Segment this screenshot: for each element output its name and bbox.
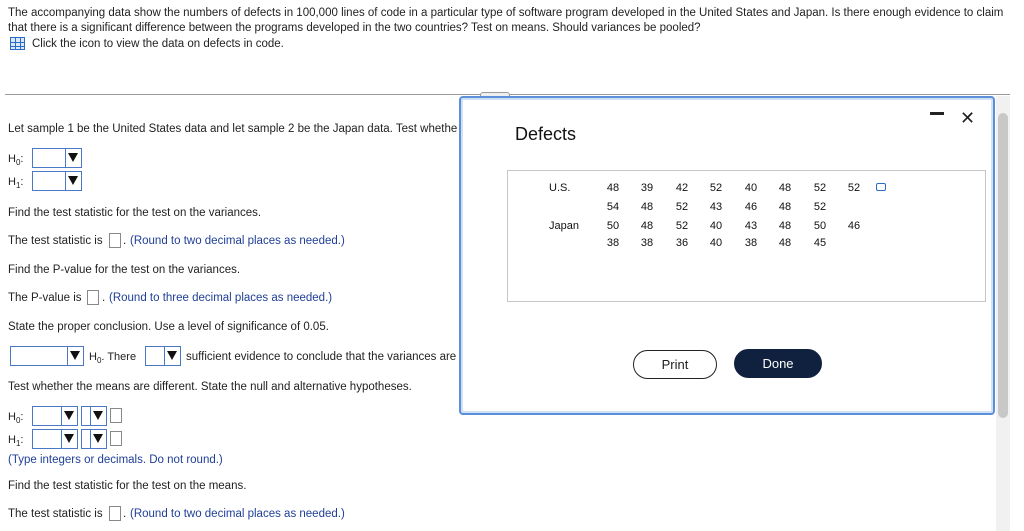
test-means-prompt: Test whether the means are different. State the null and alternative hypotheses. xyxy=(8,381,412,393)
table-cell: 48 xyxy=(640,220,654,232)
colon: : xyxy=(20,153,24,165)
table-cell: 38 xyxy=(640,237,654,249)
table-cell: 48 xyxy=(778,237,792,249)
dropdown-arrow-icon xyxy=(93,434,103,443)
h0-means-label xyxy=(8,411,23,425)
round-two-hint: (Round to two decimal places as needed.) xyxy=(130,235,345,247)
h-letter: H xyxy=(8,434,16,446)
dropdown-separator xyxy=(164,347,165,365)
scrollbar-thumb[interactable] xyxy=(998,113,1008,418)
find-stat-variances: Find the test statistic for the test on the variances. xyxy=(8,207,262,219)
table-cell: 43 xyxy=(709,201,723,213)
table-cell: 52 xyxy=(675,220,689,232)
colon: : xyxy=(20,434,24,446)
dialog-title: Defects xyxy=(515,124,577,144)
h0-label xyxy=(8,153,23,167)
table-cell: 48 xyxy=(778,220,792,232)
dropdown-separator xyxy=(65,172,66,190)
means-stat-input[interactable] xyxy=(109,506,121,521)
row-label-us: U.S. xyxy=(549,182,571,194)
h0-means-param-dropdown[interactable] xyxy=(32,406,78,426)
table-cell: 52 xyxy=(709,182,723,194)
h-letter: H xyxy=(89,351,97,363)
colon: : xyxy=(20,176,24,188)
dropdown-arrow-icon xyxy=(68,153,78,162)
period: . xyxy=(123,508,127,520)
table-cell: 48 xyxy=(640,201,654,213)
table-cell: 42 xyxy=(675,182,689,194)
h1-variance-dropdown[interactable] xyxy=(32,171,82,191)
h0-inline xyxy=(89,351,136,365)
table-cell: 46 xyxy=(847,220,861,232)
table-cell: 40 xyxy=(709,237,723,249)
table-cell: 48 xyxy=(778,201,792,213)
done-button[interactable]: Done xyxy=(734,349,822,378)
table-cell: 54 xyxy=(606,201,620,213)
table-cell: 43 xyxy=(744,220,758,232)
table-cell: 38 xyxy=(744,237,758,249)
h-letter: H xyxy=(8,411,16,423)
sufficient-text: sufficient evidence to conclude that the variances are xyxy=(186,351,457,363)
period: . xyxy=(123,235,127,247)
reject-dropdown[interactable] xyxy=(10,346,84,366)
h-subscript: 1 xyxy=(15,439,21,449)
dropdown-separator xyxy=(90,407,91,425)
h-letter: H xyxy=(8,153,16,165)
is-isnot-dropdown[interactable] xyxy=(145,346,181,366)
find-p-value: Find the P-value for the test on the variances. xyxy=(8,264,241,276)
dropdown-arrow-icon xyxy=(167,351,177,360)
dropdown-arrow-icon xyxy=(70,351,80,360)
table-cell: 40 xyxy=(744,182,758,194)
table-cell: 38 xyxy=(606,237,620,249)
minimize-icon[interactable] xyxy=(930,112,944,115)
table-cell: 50 xyxy=(606,220,620,232)
h1-means-label xyxy=(8,434,23,448)
data-link-text[interactable]: Click the icon to view the data on defects in code. xyxy=(32,37,284,50)
dropdown-separator xyxy=(61,407,62,425)
h-subscript: 1 xyxy=(15,181,21,191)
type-integers-hint: (Type integers or decimals. Do not round.) xyxy=(8,454,223,466)
means-stat-label: The test statistic is xyxy=(8,508,103,520)
conclusion-prompt: State the proper conclusion. Use a level of significance of 0.05. xyxy=(8,321,329,333)
table-cell: 39 xyxy=(640,182,654,194)
table-cell: 52 xyxy=(813,182,827,194)
h0-means-op-dropdown[interactable] xyxy=(81,406,107,426)
h1-label xyxy=(8,176,23,190)
table-cell: 50 xyxy=(813,220,827,232)
dropdown-separator xyxy=(61,430,62,448)
copy-icon[interactable] xyxy=(876,183,886,191)
h-subscript: 0 xyxy=(96,356,102,366)
there-text: . There xyxy=(101,351,137,363)
table-cell: 40 xyxy=(709,220,723,232)
table-cell: 36 xyxy=(675,237,689,249)
question-text: The accompanying data show the numbers of defects in 100,000 lines of code in a particular type of software program developed in the United States and Japan. Is there enough evidence to claim that there is a significant difference between the programs developed in the two countries? Test on means. Should variances be pooled? xyxy=(8,7,1004,34)
data-table xyxy=(507,170,986,302)
find-stat-means: Find the test statistic for the test on the means. xyxy=(8,480,247,492)
data-table-icon[interactable] xyxy=(10,37,25,50)
table-cell: 52 xyxy=(813,201,827,213)
h0-means-value-input[interactable] xyxy=(110,408,122,423)
h1-means-value-input[interactable] xyxy=(110,431,122,446)
dropdown-arrow-icon xyxy=(93,411,103,420)
h-subscript: 0 xyxy=(15,158,21,168)
dropdown-separator xyxy=(90,430,91,448)
h0-variance-dropdown[interactable] xyxy=(32,148,82,168)
h-letter: H xyxy=(8,176,16,188)
table-cell: 48 xyxy=(606,182,620,194)
round-three-hint: (Round to three decimal places as needed.) xyxy=(109,292,333,304)
intro-text: Let sample 1 be the United States data and let sample 2 be the Japan data. Test whethe xyxy=(8,123,458,135)
dropdown-arrow-icon xyxy=(68,176,78,185)
dropdown-separator xyxy=(65,149,66,167)
round-two-hint-means: (Round to two decimal places as needed.) xyxy=(130,508,345,520)
h-subscript: 0 xyxy=(15,416,21,426)
print-button[interactable]: Print xyxy=(633,350,717,379)
table-cell: 52 xyxy=(675,201,689,213)
row-label-japan: Japan xyxy=(549,220,579,232)
h1-means-op-dropdown[interactable] xyxy=(81,429,107,449)
p-value-input[interactable] xyxy=(87,290,99,305)
table-cell: 48 xyxy=(778,182,792,194)
dropdown-arrow-icon xyxy=(64,411,74,420)
period: . xyxy=(102,292,106,304)
close-icon[interactable]: ✕ xyxy=(960,108,976,128)
table-cell: 52 xyxy=(847,182,861,194)
variance-stat-input[interactable] xyxy=(109,233,121,248)
table-cell: 46 xyxy=(744,201,758,213)
colon: : xyxy=(20,411,24,423)
p-value-label: The P-value is xyxy=(8,292,82,304)
table-cell: 45 xyxy=(813,237,827,249)
dropdown-arrow-icon xyxy=(64,434,74,443)
data-link-row[interactable] xyxy=(10,37,284,50)
dropdown-separator xyxy=(67,347,68,365)
stat-is-label: The test statistic is xyxy=(8,235,103,247)
h1-means-param-dropdown[interactable] xyxy=(32,429,78,449)
